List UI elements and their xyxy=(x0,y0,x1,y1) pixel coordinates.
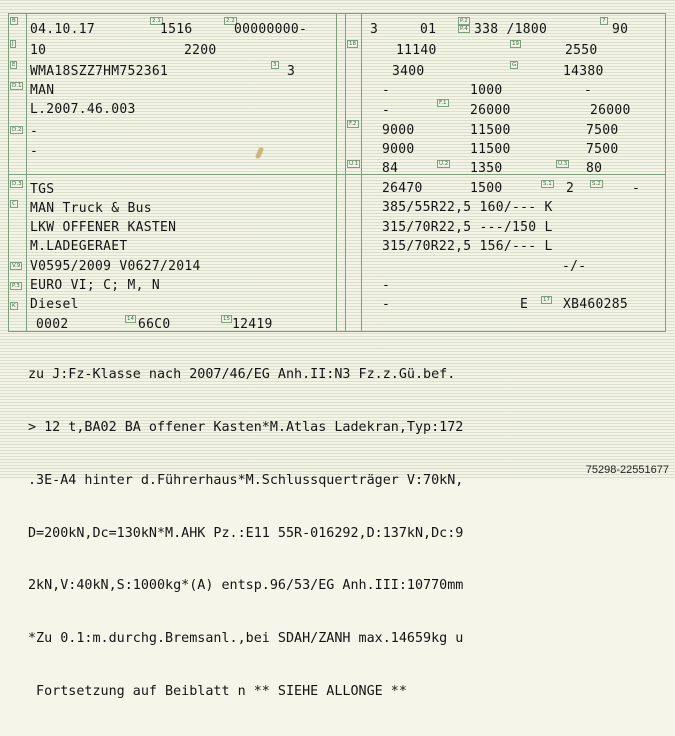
vin-number: WMA18SZZ7HM752361 xyxy=(30,64,169,79)
grid-line-center-a xyxy=(336,13,337,331)
field-r5-b: 26000 xyxy=(470,103,511,118)
field-2-2: 00000000- xyxy=(234,22,308,37)
code-p2: P.2 xyxy=(460,18,468,24)
field-14-b: 66C0 xyxy=(138,317,171,332)
remarks-line: .3E-A4 hinter d.Führerhaus*M.Schlussquerträger V:70kN, xyxy=(28,472,464,488)
code-u1: U.1 xyxy=(349,161,359,167)
field-r7-b: 11500 xyxy=(470,142,511,157)
field-r4-a: - xyxy=(382,83,391,98)
code-15: 15 xyxy=(223,316,230,322)
code-p4: P.4 xyxy=(460,26,468,32)
grid-line-mid xyxy=(8,174,666,175)
field-r9-d: - xyxy=(632,181,641,196)
code-22: 2.2 xyxy=(226,18,235,24)
code-21: 2.1 xyxy=(152,18,161,24)
vehicle-model: TGS xyxy=(30,182,55,197)
approval-numbers: V0595/2009 V0627/2014 xyxy=(30,259,201,274)
field-d2-dash-2: - xyxy=(30,144,39,159)
remarks-line: 2kN,V:40kN,S:1000kg*(A) entsp.96/53/EG Anh.III:10770mm xyxy=(28,578,464,594)
code-k: K xyxy=(12,303,16,309)
grid-line-left-inner xyxy=(26,13,27,331)
field-j-value: 2200 xyxy=(184,43,217,58)
emission-class: EURO VI; C; M, N xyxy=(30,278,161,293)
field-2-1: 1516 xyxy=(160,22,193,37)
field-r15-c: XB460285 xyxy=(563,297,629,312)
code-e: E xyxy=(12,62,16,68)
remarks-line: zu J:Fz-Klasse nach 2007/46/EG Anh.II:N3 Fz.z.Gü.bef. xyxy=(28,367,456,383)
remarks-line: > 12 t,BA02 BA offener Kasten*M.Atlas Ladekran,Typ:172 xyxy=(28,419,464,435)
code-d2: D.2 xyxy=(12,127,22,133)
field-r9-c: 2 xyxy=(566,181,575,196)
remarks-line: Fortsetzung auf Beiblatt n ** SIEHE ALLONGE ** xyxy=(28,683,407,699)
body-type: LKW OFFENER KASTEN xyxy=(30,220,177,235)
field-15: 12419 xyxy=(232,317,273,332)
field-r5-c: 26000 xyxy=(590,103,631,118)
field-d2-dash: - xyxy=(30,124,39,139)
code-14: 14 xyxy=(127,316,134,322)
code-s2: S.2 xyxy=(592,181,601,187)
field-r3-b: 14380 xyxy=(563,64,604,79)
remarks-line: *Zu 0.1:m.durchg.Bremsanl.,bei SDAH/ZANH max.14659kg u xyxy=(28,631,464,647)
vehicle-type: L.2007.46.003 xyxy=(30,102,136,117)
ink-smudge xyxy=(255,147,265,160)
code-u3: U.3 xyxy=(558,161,568,167)
field-r6-b: 11500 xyxy=(470,123,511,138)
remarks-block xyxy=(28,331,463,736)
code-v9: V.9 xyxy=(12,263,21,269)
tyre-line-3: 315/70R22,5 156/--- L xyxy=(382,239,553,254)
code-j: J xyxy=(12,41,14,47)
grid-line-left xyxy=(8,13,9,331)
field-r6-c: 7500 xyxy=(586,123,619,138)
field-r8-c: 80 xyxy=(586,161,603,176)
field-r7-c: 7500 xyxy=(586,142,619,157)
code-p3: P.3 xyxy=(12,283,20,289)
grid-line-center-b xyxy=(345,13,346,331)
code-g: G xyxy=(512,62,517,68)
field-r7-a: 9000 xyxy=(382,142,415,157)
vin-check-digit: 3 xyxy=(287,64,296,79)
field-r3-a: 3400 xyxy=(392,64,425,79)
field-r1-a: 3 xyxy=(370,22,379,37)
tyre-line-1: 385/55R22,5 160/--- K xyxy=(382,200,553,215)
code-d3: D.3 xyxy=(12,181,22,187)
code-7: 7 xyxy=(602,18,606,24)
field-r4-b: 1000 xyxy=(470,83,503,98)
registration-date: 04.10.17 xyxy=(30,22,96,37)
reference-number: 75298-22551677 xyxy=(585,464,669,476)
field-r14: - xyxy=(382,278,391,293)
code-f1: F.1 xyxy=(439,100,447,106)
field-r1-d: 90 xyxy=(612,22,629,37)
field-r1-b: 01 xyxy=(420,22,437,37)
field-r9-b: 1500 xyxy=(470,181,503,196)
field-r15-a: - xyxy=(382,297,391,312)
code-u2: U.2 xyxy=(439,161,449,167)
field-r4-c: - xyxy=(584,83,593,98)
code-d1: D.1 xyxy=(12,83,22,89)
manufacturer: MAN Truck & Bus xyxy=(30,201,152,216)
tyre-line-2: 315/70R22,5 ---/150 L xyxy=(382,220,553,235)
grid-line-right-inner xyxy=(361,13,362,331)
code-18: 18 xyxy=(349,41,356,47)
vehicle-make: MAN xyxy=(30,83,55,98)
field-r6-a: 9000 xyxy=(382,123,415,138)
field-r2-b: 2550 xyxy=(565,43,598,58)
grid-line-right xyxy=(665,13,666,331)
field-r8-b: 1350 xyxy=(470,161,503,176)
field-j: 10 xyxy=(30,43,47,58)
field-r8-a: 84 xyxy=(382,161,399,176)
code-19: 19 xyxy=(512,41,519,47)
code-b: B xyxy=(12,18,16,24)
field-r15-b: E xyxy=(520,297,529,312)
code-3: 3 xyxy=(273,62,277,68)
field-r2-a: 11140 xyxy=(396,43,437,58)
fuel-type: Diesel xyxy=(30,297,79,312)
code-s1: S.1 xyxy=(543,181,552,187)
code-17: 17 xyxy=(543,297,550,303)
field-r5-a: - xyxy=(382,103,391,118)
remarks-line: D=200kN,Dc=130kN*M.AHK Pz.:E11 55R-016292,D:137kN,Dc:9 xyxy=(28,525,464,541)
body-note: M.LADEGERAET xyxy=(30,239,128,254)
field-14-a: 0002 xyxy=(36,317,69,332)
field-r1-c: 338 /1800 xyxy=(474,22,548,37)
grid-line-top xyxy=(8,13,666,14)
field-r9-a: 26470 xyxy=(382,181,423,196)
code-f2: F.2 xyxy=(349,121,357,127)
code-c: C xyxy=(12,201,16,207)
field-r13: -/- xyxy=(562,259,587,274)
